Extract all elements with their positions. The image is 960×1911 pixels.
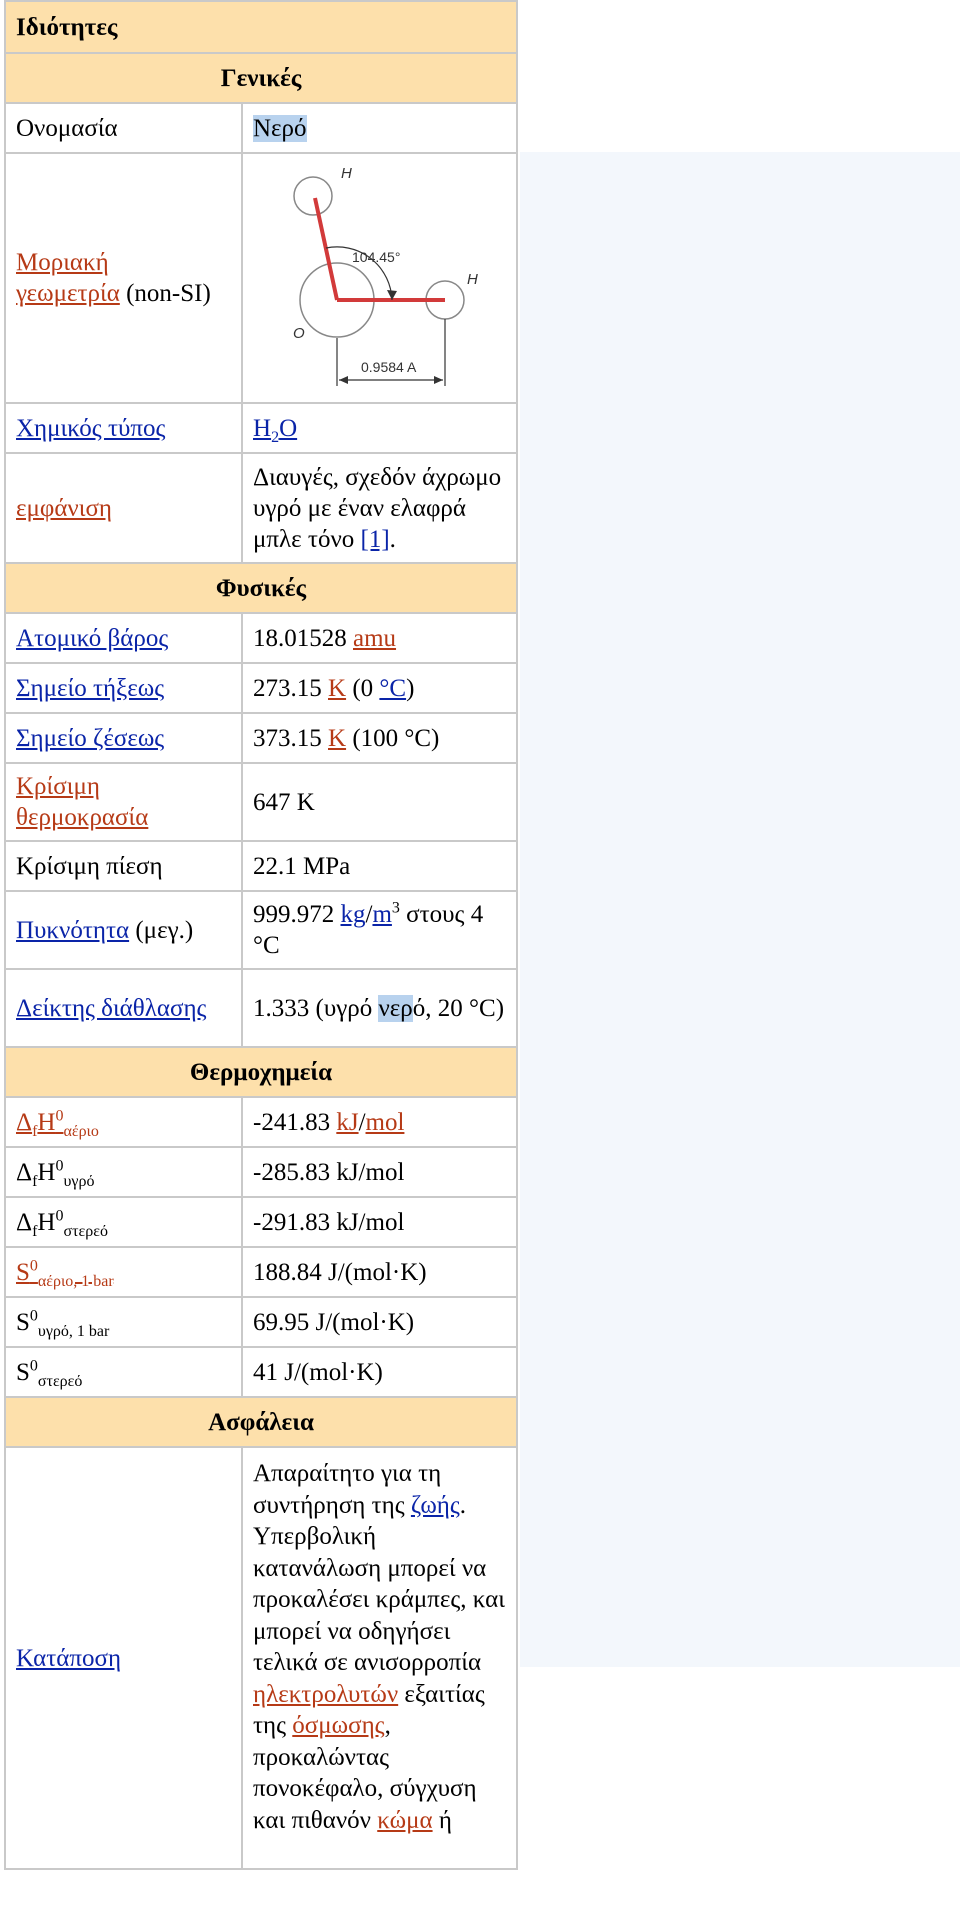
thermo-h: H — [37, 1208, 56, 1236]
thermo-base: S — [16, 1308, 30, 1336]
geometry-suffix: (non-SI) — [126, 280, 211, 307]
boiling-value: 373.15 — [253, 724, 322, 752]
row-thermo-entropy-gas — [6, 1248, 516, 1296]
section-thermo: Θερμοχημεία — [6, 1048, 516, 1096]
row-name — [6, 104, 516, 152]
critical-temp-link-1[interactable]: Κρίσιμη — [16, 773, 100, 800]
density-exponent: 3 — [391, 899, 400, 917]
melting-label[interactable]: Σημείο τήξεως — [16, 674, 165, 702]
thermo-sup: 0 — [55, 1157, 64, 1175]
ingestion-link-osmosis[interactable]: όσμωσης — [292, 1712, 385, 1739]
row-melting — [6, 664, 516, 712]
row-density — [6, 892, 516, 968]
thermo-sub: υγρό — [63, 1172, 95, 1190]
ingestion-link-coma[interactable]: κώμα — [377, 1806, 433, 1834]
thermo-base: Δ — [16, 1208, 33, 1236]
boiling-label-cell — [6, 714, 241, 762]
critical-temp-label-cell — [6, 764, 241, 840]
thermo-kj-link[interactable]: kJ — [336, 1108, 359, 1136]
ingestion-text-4: , προκαλώντας πονοκέφαλο, σύγχυση και πιθανόν — [253, 1712, 477, 1834]
row-mass — [6, 614, 516, 662]
boiling-rest: (100 °C) — [352, 724, 440, 752]
density-kg-link[interactable]: kg — [340, 901, 366, 928]
refraction-pre: 1.333 (υγρό — [253, 994, 373, 1022]
row-thermo-entropy-liquid — [6, 1298, 516, 1346]
row-thermo-enthalpy-solid — [6, 1198, 516, 1246]
row-ingestion — [6, 1448, 516, 1868]
appearance-ref-link[interactable]: [1] — [360, 525, 390, 553]
thermo-label-cell — [6, 1098, 241, 1146]
label-o: O — [293, 325, 305, 342]
thermo-base: S — [16, 1358, 30, 1386]
ingestion-link-life[interactable]: ζωής — [410, 1491, 460, 1519]
water-molecule-diagram — [247, 154, 487, 394]
infobox-title: Ιδιότητες — [6, 2, 516, 52]
thermo-value: -241.83 — [253, 1108, 331, 1136]
refraction-post: ό, 20 °C) — [412, 994, 505, 1022]
row-critical-pressure — [6, 842, 516, 890]
section-physical: Φυσικές — [6, 564, 516, 612]
mass-value-cell — [243, 614, 516, 662]
thermo-label-cell — [6, 1148, 241, 1196]
refraction-value-cell — [243, 970, 516, 1046]
page-background-panel — [520, 152, 960, 1667]
thermo-label-cell — [6, 1198, 241, 1246]
ingestion-text-5: ή — [438, 1806, 452, 1834]
appearance-end: . — [389, 525, 396, 553]
label-h-right: H — [467, 271, 478, 288]
density-m-link[interactable]: m — [372, 901, 392, 928]
appearance-label[interactable]: εμφάνιση — [16, 494, 113, 522]
thermo-f: f — [32, 1222, 38, 1240]
row-appearance — [6, 454, 516, 562]
density-label-cell — [6, 892, 241, 968]
row-refraction — [6, 970, 516, 1046]
name-value: Νερό — [253, 114, 307, 142]
thermo-label-cell — [6, 1248, 241, 1296]
formula-subscript: 2 — [271, 428, 280, 446]
thermo-f: f — [32, 1122, 38, 1140]
name-label: Ονομασία — [6, 104, 241, 152]
formula-link[interactable] — [253, 414, 298, 446]
ingestion-text-3: εξαιτίας της — [253, 1680, 485, 1739]
ingestion-label-cell — [6, 1448, 241, 1868]
appearance-text: Διαυγές, σχεδόν άχρωμο υγρό με έναν ελαφρά μπλε τόνο — [253, 463, 502, 553]
thermo-sup: 0 — [29, 1357, 38, 1375]
row-thermo-entropy-solid — [6, 1348, 516, 1396]
thermo-base: Δ — [16, 1108, 33, 1136]
formula-label-cell — [6, 404, 241, 452]
thermo-sub: αέριο — [63, 1122, 99, 1140]
thermo-base: Δ — [16, 1158, 33, 1186]
row-geometry — [6, 154, 516, 402]
boiling-kelvin-link[interactable]: K — [328, 724, 347, 752]
thermo-mol-link[interactable]: mol — [365, 1108, 405, 1136]
melting-close: ) — [406, 674, 415, 702]
row-formula — [6, 404, 516, 452]
melting-kelvin-link[interactable]: K — [328, 674, 347, 702]
boiling-label[interactable]: Σημείο ζέσεως — [16, 724, 165, 752]
thermo-f: f — [32, 1172, 38, 1190]
ingestion-label[interactable]: Κατάποση — [16, 1644, 122, 1672]
refraction-highlight: νερ — [378, 994, 413, 1022]
formula-o: O — [279, 414, 298, 442]
thermo-h: H — [37, 1158, 56, 1186]
section-row-thermo — [6, 1048, 516, 1096]
mass-label-cell — [6, 614, 241, 662]
section-row-physical — [6, 564, 516, 612]
thermo-value: 188.84 J/(mol·K) — [243, 1248, 516, 1296]
mass-value: 18.01528 — [253, 624, 347, 652]
ingestion-text-cell — [243, 1448, 516, 1868]
mass-unit-link[interactable]: amu — [353, 624, 397, 652]
formula-label[interactable]: Χημικός τύπος — [16, 414, 166, 442]
thermo-base: S — [16, 1258, 30, 1286]
melting-celsius-link[interactable]: °C — [379, 674, 407, 702]
title-row — [6, 2, 516, 52]
density-suffix: (μεγ.) — [135, 916, 194, 944]
thermo-sup: 0 — [55, 1207, 64, 1225]
formula-h: H — [253, 414, 272, 442]
row-thermo-enthalpy-liquid — [6, 1148, 516, 1196]
formula-value-cell — [243, 404, 516, 452]
section-row-safety — [6, 1398, 516, 1446]
row-boiling — [6, 714, 516, 762]
thermo-label-cell — [6, 1298, 241, 1346]
thermo-sup: 0 — [29, 1307, 38, 1325]
label-length: 0.9584 A — [361, 359, 417, 375]
thermo-value: -291.83 kJ/mol — [243, 1198, 516, 1246]
name-value-cell — [243, 104, 516, 152]
density-value-cell — [243, 892, 516, 968]
ingestion-text-2: . Υπερβολική κατανάλωση μπορεί να προκαλέσει κράμπες, και μπορεί να οδηγήσει τελικά σε ανισορροπία — [253, 1491, 505, 1676]
refraction-label[interactable]: Δείκτης διάθλασης — [16, 994, 207, 1022]
melting-open: (0 — [352, 674, 374, 702]
row-thermo-enthalpy-gas — [6, 1098, 516, 1146]
section-general: Γενικές — [6, 54, 516, 102]
boiling-value-cell — [243, 714, 516, 762]
mass-label[interactable]: Ατομικό βάρος — [16, 624, 169, 652]
thermo-sub: στερεό — [63, 1222, 108, 1240]
critical-pressure-label: Κρίσιμη πίεση — [6, 842, 241, 890]
density-link[interactable]: Πυκνότητα — [16, 916, 130, 944]
properties-infobox — [4, 0, 518, 1870]
geometry-label — [6, 154, 241, 402]
thermo-label-link[interactable] — [16, 1257, 114, 1290]
ingestion-text-1: Απαραίτητο για τη συντήρηση της — [253, 1460, 442, 1519]
label-h-top: H — [341, 165, 352, 182]
thermo-sup: 0 — [55, 1107, 64, 1125]
geometry-link-2[interactable]: γεωμετρία — [16, 280, 120, 307]
section-row-general — [6, 54, 516, 102]
critical-temp-link-2[interactable]: θερμοκρασία — [16, 804, 149, 831]
section-safety: Ασφάλεια — [6, 1398, 516, 1446]
thermo-value-cell — [243, 1098, 516, 1146]
density-slash: / — [365, 901, 373, 928]
thermo-label-cell — [6, 1348, 241, 1396]
thermo-sub: αέριο, 1 bar — [37, 1272, 114, 1290]
geometry-diagram-cell — [243, 154, 516, 402]
appearance-label-cell — [6, 454, 241, 562]
thermo-value: -285.83 kJ/mol — [243, 1148, 516, 1196]
thermo-value: 41 J/(mol·K) — [243, 1348, 516, 1396]
critical-pressure-value: 22.1 MPa — [243, 842, 516, 890]
refraction-label-cell — [6, 970, 241, 1046]
thermo-slash: / — [358, 1108, 366, 1136]
thermo-sub: υγρό, 1 bar — [37, 1322, 110, 1340]
thermo-label-link[interactable] — [16, 1107, 99, 1140]
melting-label-cell — [6, 664, 241, 712]
appearance-value-cell — [243, 454, 516, 562]
thermo-h: H — [37, 1108, 56, 1136]
density-value: 999.972 — [253, 901, 335, 928]
critical-temp-value: 647 K — [243, 764, 516, 840]
ingestion-link-electrolytes[interactable]: ηλεκτρολυτών — [253, 1680, 399, 1708]
row-critical-temp — [6, 764, 516, 840]
density-rest: στους 4 °C — [253, 901, 484, 959]
geometry-link-1[interactable]: Μοριακή — [16, 249, 109, 276]
thermo-sup: 0 — [29, 1257, 38, 1275]
melting-value-cell — [243, 664, 516, 712]
label-angle: 104.45° — [352, 249, 401, 265]
thermo-sub: στερεό — [37, 1372, 83, 1390]
melting-value: 273.15 — [253, 674, 322, 702]
thermo-value: 69.95 J/(mol·K) — [243, 1298, 516, 1346]
